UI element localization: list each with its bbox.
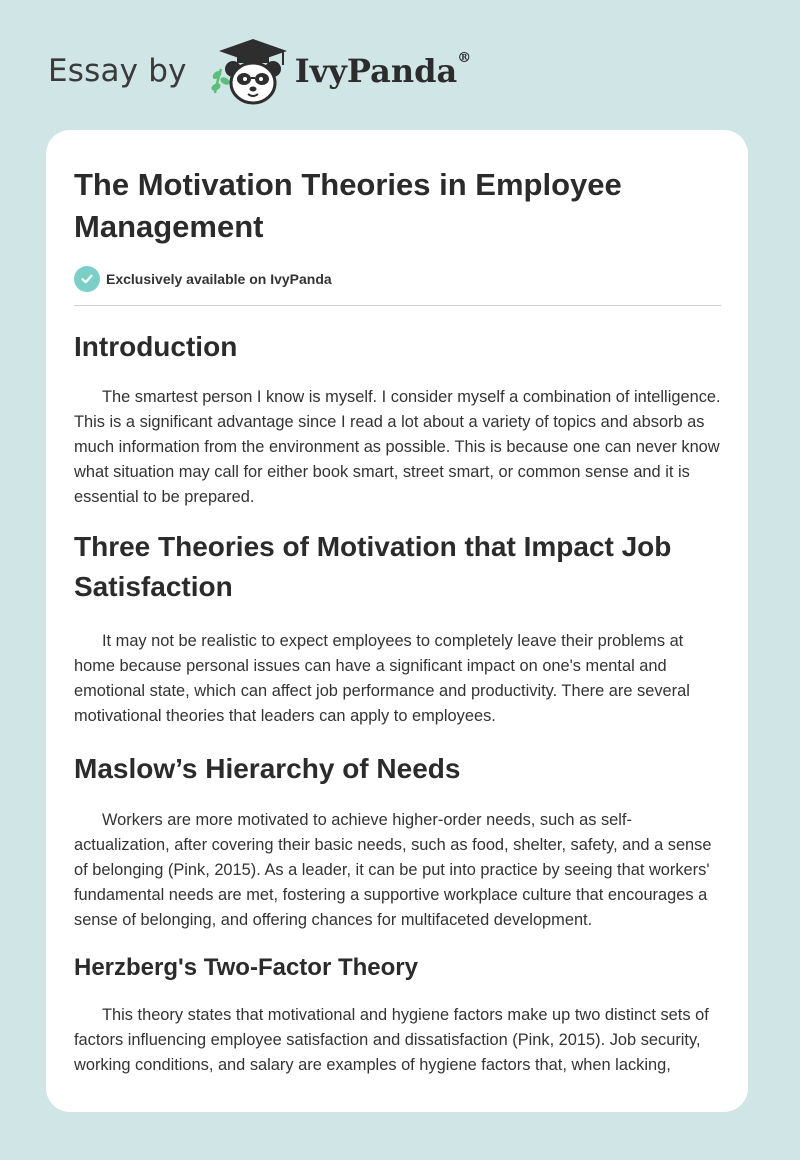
section-heading-maslow: Maslow’s Hierarchy of Needs xyxy=(74,753,461,784)
section-heading-three-theories: Three Theories of Motivation that Impact Job Satisfaction xyxy=(74,531,672,602)
check-icon xyxy=(74,266,100,292)
section-paragraph-herzberg: This theory states that motivational and hygiene factors make up two distinct sets of factors influencing employee satisfaction and dissatisfaction (Pink, 2015). Job security, working conditions, and salary are examples of hygiene factors that, when lacking, xyxy=(74,1006,709,1074)
section-paragraph-introduction: The smartest person I know is myself. I consider myself a combination of intelligence. This is a significant advantage since I read a lot about a variety of topics and absorb as much information from the environment as possible. This is because one can never know what situation may call for either book smart, street smart, or common sense and it is essential to be prepared. xyxy=(74,388,721,506)
section-paragraph-maslow: Workers are more motivated to achieve higher-order needs, such as self-actualization, after covering their basic needs, such as food, shelter, safety, and a sense of belonging (Pink, 2015). As a leader, it can be put into practice by seeing that workers' fundamental needs are met, fostering a supportive workplace culture that encourages a sense of belonging, and offering chances for multifaceted development. xyxy=(74,811,712,929)
page-title: The Motivation Theories in Employee Management xyxy=(74,167,622,244)
brand-name[interactable] xyxy=(295,52,471,90)
title-divider xyxy=(74,305,721,306)
essay-card xyxy=(46,130,748,1112)
site-header xyxy=(48,34,471,108)
exclusive-badge-label: Exclusively available on IvyPanda xyxy=(106,271,332,287)
section-heading-herzberg: Herzberg's Two-Factor Theory xyxy=(74,954,418,981)
brand-name-text: IvyPanda xyxy=(294,52,458,90)
panda-graduation-cap-logo-icon[interactable] xyxy=(205,35,291,107)
essay-by-label: Essay by xyxy=(48,53,187,89)
section-paragraph-three-theories: It may not be realistic to expect employees to completely leave their problems at home because personal issues can have a significant impact on one's mental and emotional state, which can affect job performance and productivity. There are several motivational theories that leaders can apply to employees. xyxy=(74,632,690,725)
section-heading-introduction: Introduction xyxy=(74,331,238,362)
registered-mark: ® xyxy=(457,50,472,66)
exclusive-badge xyxy=(74,266,721,292)
